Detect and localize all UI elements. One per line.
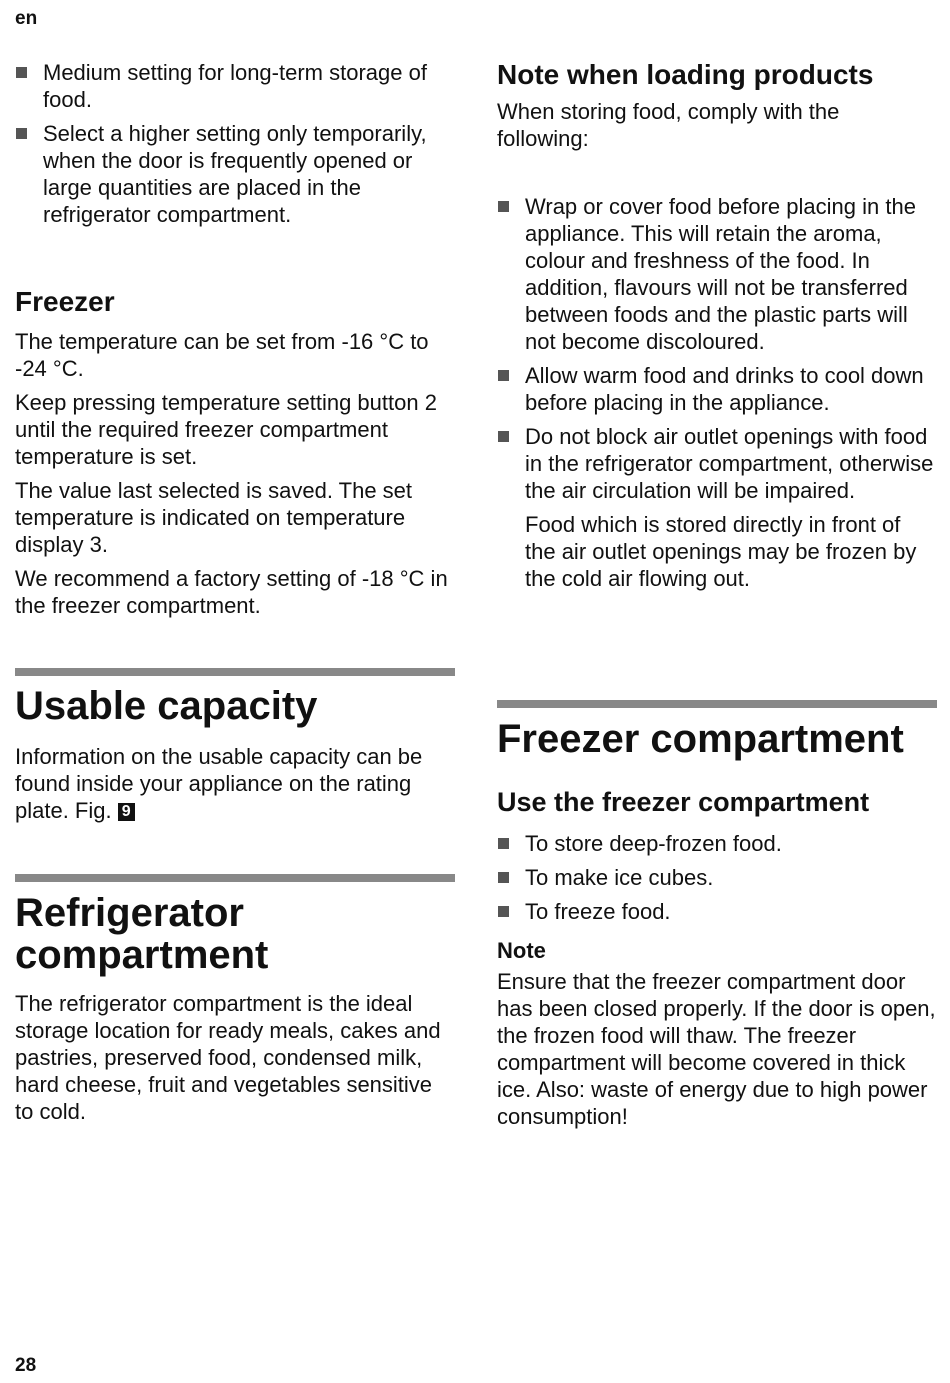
list-item: Select a higher setting only temporarily, when the door is frequently opened or large quantities are placed in the refrigerator compartment. [15, 120, 455, 228]
intro-bullet-list [15, 59, 455, 235]
figure-reference-badge: 9 [118, 803, 135, 821]
usable-capacity-text: Information on the usable capacity can be found inside your appliance on the rating plate. Fig. 9 [15, 744, 423, 823]
freezer-paragraph: Keep pressing temperature setting button 2 until the required freezer compartment temperature is set. [15, 390, 437, 469]
freezer-paragraph: We recommend a factory setting of -18 °C in the freezer compartment. [15, 566, 448, 618]
bullet-square-icon [498, 906, 509, 917]
list-item: Wrap or cover food before placing in the appliance. This will retain the aroma, colour and freshness of the food. In addition, flavours will not be transferred between foods and the plastic parts will not become discoloured. [497, 193, 937, 355]
refrigerator-section [15, 892, 455, 1132]
list-item: To freeze food. [497, 898, 937, 925]
freezer-paragraph: The temperature can be set from -16 °C to -24 °C. [15, 329, 429, 381]
bullet-square-icon [16, 128, 27, 139]
list-item: Allow warm food and drinks to cool down before placing in the appliance. [497, 362, 937, 416]
freezer-compartment-section [497, 718, 937, 1137]
note-label: Note [497, 938, 546, 963]
usable-capacity-heading: Usable capacity [15, 684, 318, 728]
section-divider [15, 874, 455, 882]
list-item: To store deep-frozen food. [497, 830, 937, 857]
refrigerator-text: The refrigerator compartment is the ideal storage location for ready meals, cakes and pastries, preserved food, condensed milk, hard cheese, fruit and vegetables sensitive to cold. [15, 991, 441, 1124]
loading-intro: When storing food, comply with the following: [497, 99, 840, 151]
refrigerator-heading: Refrigerator compartment [15, 891, 269, 977]
bullet-square-icon [498, 201, 509, 212]
list-item: Medium setting for long-term storage of food. [15, 59, 455, 113]
note-text: Ensure that the freezer compartment door has been closed properly. If the door is open, the frozen food will thaw. The freezer compartment will become covered in thick ice. Also: waste of energy due to high power consumption! [497, 969, 936, 1129]
bullet-square-icon [498, 431, 509, 442]
loading-follow-up: Food which is stored directly in front of the air outlet openings may be frozen by the cold air flowing out. [525, 512, 917, 591]
list-item: Do not block air outlet openings with food in the refrigerator compartment, otherwise the air circulation will be impaired. [497, 423, 937, 504]
page-number: 28 [15, 1355, 37, 1376]
bullet-square-icon [498, 370, 509, 381]
bullet-square-icon [498, 872, 509, 883]
language-code: en [15, 8, 38, 29]
loading-heading: Note when loading products [497, 59, 874, 90]
section-divider [497, 700, 937, 708]
loading-section [497, 59, 937, 599]
bullet-square-icon [498, 838, 509, 849]
freezer-compartment-heading: Freezer compartment [497, 717, 904, 761]
bullet-square-icon [16, 67, 27, 78]
freezer-heading: Freezer [15, 286, 115, 317]
usable-capacity-section [15, 685, 455, 831]
section-divider [15, 668, 455, 676]
freezer-paragraph: The value last selected is saved. The set temperature is indicated on temperature display 3. [15, 478, 413, 557]
use-freezer-subheading: Use the freezer compartment [497, 787, 870, 817]
freezer-section [15, 286, 455, 626]
list-item: To make ice cubes. [497, 864, 937, 891]
